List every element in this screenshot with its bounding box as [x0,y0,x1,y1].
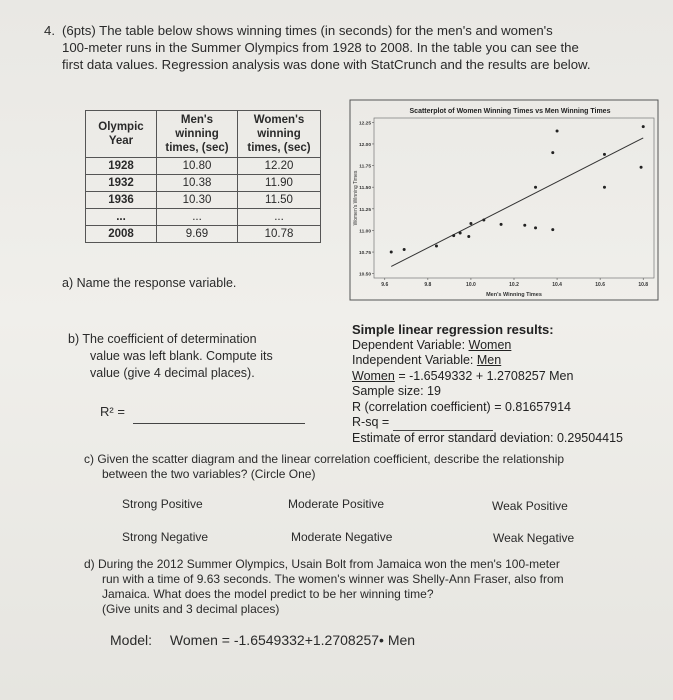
scatter-point [603,186,606,189]
header-men: Men's winning times, (sec) [157,111,238,158]
x-tick-label: 10.4 [552,282,562,288]
scatter-point [452,234,455,237]
chart-frame [350,100,658,300]
part-d-question [84,557,564,617]
choice-moderate-negative[interactable]: Moderate Negative [291,530,393,544]
choice-strong-positive[interactable]: Strong Positive [122,497,203,511]
x-tick-label: 10.6 [595,282,606,288]
y-tick-label: 10.50 [358,272,371,278]
r-squared-label: R² = [100,404,125,419]
table-row [86,209,321,226]
model-formula: Women = -1.6549332+1.2708257• Men [169,632,416,648]
scatter-point [390,251,393,254]
part-b-line: b) The coefficient of determination [68,332,257,346]
table-cell: 10.38 [157,175,238,192]
table-cell: ... [86,209,157,226]
x-tick-label: 9.6 [381,282,389,288]
part-b-line: value (give 4 decimal places). [90,366,255,380]
standard-error: Estimate of error standard deviation: 0.29504415 [352,430,624,445]
model-label: Model: [110,632,153,648]
part-c-line: c) Given the scatter diagram and the linear correlation coefficient, describe the relationship [84,452,565,466]
scatter-point [556,129,559,132]
scatter-point [459,232,462,235]
header-year: Olympic Year [86,111,157,158]
table-cell: 1932 [86,175,157,192]
header-women: Women's winning times, (sec) [238,111,321,158]
part-d-line: Jamaica. What does the model predict to be her winning time? [102,587,434,601]
table-cell: 1936 [86,192,157,209]
x-tick-label: 10.2 [509,282,519,288]
part-c-question [84,452,564,482]
x-axis-label: Men's Winning Times [486,292,542,298]
question-line: (6pts) The table below shows winning times (in seconds) for the men's and women's [62,23,553,38]
independent-variable: Independent Variable: Men [352,353,502,367]
scatter-point [534,186,537,189]
winning-times-table [85,110,321,243]
y-tick-label: 12.00 [358,142,371,148]
regression-equation: Women = -1.6549332 + 1.2708257 Men [352,368,574,383]
scatter-point [435,245,438,248]
part-d-line: run with a time of 9.63 seconds. The women's winner was Shelly-Ann Fraser, also from [102,572,564,586]
y-tick-label: 10.75 [358,251,371,257]
question-number: 4. [44,23,55,38]
question-line: first data values. Regression analysis was done with StatCrunch and the results are below. [62,57,591,72]
part-a-question: a) Name the response variable. [62,276,237,290]
regression-results [352,322,623,446]
part-b-line: value was left blank. Compute its [90,349,273,363]
dependent-variable: Dependent Variable: Women [352,337,512,352]
table-cell: 11.50 [238,192,321,209]
y-axis-label: Women's Winning Times [353,170,359,226]
model-equation [110,632,415,648]
table-cell: 12.20 [238,158,321,175]
scatterplot [344,96,664,306]
question-line: 100-meter runs in the Summer Olympics from 1928 to 2008. In the table you can see the [62,40,579,55]
scatter-point [523,224,526,227]
scatterplot-svg [344,96,664,306]
y-tick-label: 11.75 [359,164,371,170]
table-cell: ... [157,209,238,226]
scatter-point [469,222,472,225]
scatter-point [534,226,537,229]
scatter-point [640,166,643,169]
part-d-line: d) During the 2012 Summer Olympics, Usain Bolt from Jamaica won the men's 100-meter [84,557,560,571]
regression-line [391,138,643,267]
regression-title: Simple linear regression results: [352,322,554,337]
choice-weak-negative[interactable]: Weak Negative [493,531,575,545]
choice-strong-negative[interactable]: Strong Negative [122,530,209,544]
table-row [86,192,321,209]
x-tick-label: 10.0 [466,282,476,288]
correlation-coefficient: R (correlation coefficient) = 0.81657914 [352,399,572,414]
table-cell: 1928 [86,158,157,175]
y-tick-label: 11.25 [359,207,371,213]
scatter-point [482,219,485,222]
table-cell: 10.30 [157,192,238,209]
table-cell: 2008 [86,226,157,243]
table-cell: 11.90 [238,175,321,192]
scatter-point [642,125,645,128]
table-cell: 10.78 [238,226,321,243]
choice-moderate-positive[interactable]: Moderate Positive [288,497,385,511]
r-sq: R-sq = [352,415,623,431]
choice-weak-positive[interactable]: Weak Positive [492,499,568,513]
scatter-point [500,223,503,226]
scatter-point [551,228,554,231]
scatter-point [403,248,406,251]
scatter-point [603,153,606,156]
y-tick-label: 11.00 [359,229,371,235]
sample-size: Sample size: 19 [352,384,441,398]
y-tick-label: 11.50 [359,186,371,192]
x-tick-label: 9.8 [424,282,432,288]
table-row [86,175,321,192]
chart-title: Scatterplot of Women Winning Times vs Men Winning Times [409,108,611,115]
part-c-line: between the two variables? (Circle One) [102,467,316,481]
scatter-point [551,151,554,154]
part-d-line: (Give units and 3 decimal places) [102,602,280,616]
table-cell: 10.80 [157,158,238,175]
table-cell: 9.69 [157,226,238,243]
table-header-row [86,111,321,158]
table-row [86,158,321,175]
y-tick-label: 12.25 [358,121,371,127]
x-tick-label: 10.8 [638,282,649,288]
part-b-question [68,331,273,382]
table-cell: ... [238,209,321,226]
table-row [86,226,321,243]
r-squared-answer-line[interactable] [133,423,305,424]
scatter-point [467,235,470,238]
question-4 [44,22,644,73]
